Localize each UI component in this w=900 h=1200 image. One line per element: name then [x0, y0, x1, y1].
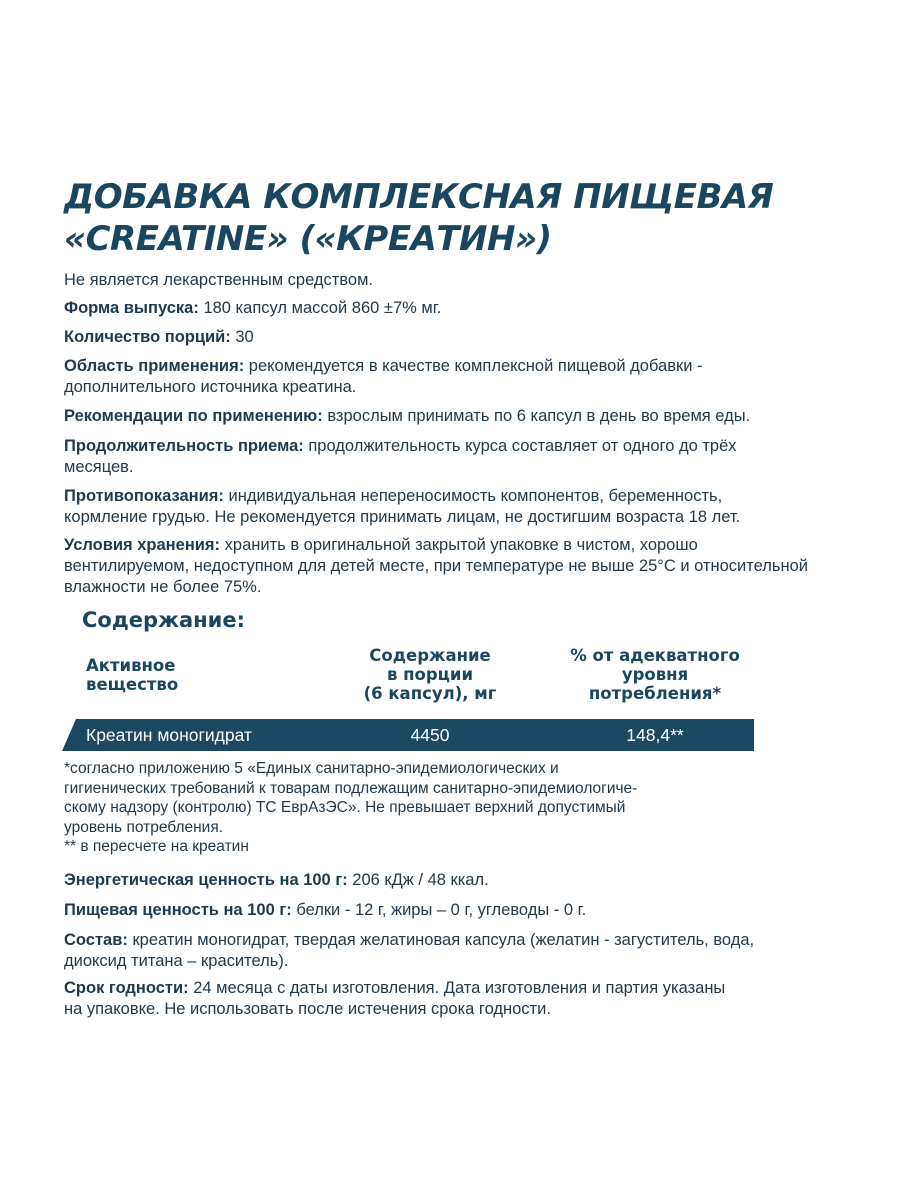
- recommendations-label: Рекомендации по применению:: [64, 407, 323, 425]
- product-title: [64, 176, 864, 260]
- usage-area-value-2: дополнительного источника креатина.: [64, 378, 357, 396]
- header-active-substance: [86, 656, 178, 694]
- not-medicine-note: Не является лекарственным средством.: [64, 271, 374, 289]
- nutritional-label: Пищевая ценность на 100 г:: [64, 901, 292, 919]
- recommendations-value: взрослым принимать по 6 капсул в день во время еды.: [322, 407, 751, 425]
- nutritional-field: [64, 900, 854, 921]
- composition-value-2: диоксид титана – краситель).: [64, 952, 289, 970]
- duration-label: Продолжительность приема:: [64, 437, 304, 455]
- row-amount: 4450: [410, 725, 450, 745]
- shelf-life-value-2: на упаковке. Не использовать после истечения срока годности.: [64, 1000, 551, 1018]
- energy-label: Энергетическая ценность на 100 г:: [64, 871, 348, 889]
- header-percent-line-2: уровня: [621, 665, 689, 684]
- content-section-title: Содержание:: [82, 608, 246, 632]
- header-percent: [570, 646, 740, 703]
- footnote-line-5: ** в пересчете на креатин: [64, 838, 249, 855]
- header-percent-line-3: потребления*: [588, 684, 722, 703]
- row-substance-name: Креатин моногидрат: [86, 725, 252, 745]
- footnote-line-3: скому надзору (контролю) ТС ЕврАзЭС». Не превышает верхний допустимый: [64, 799, 626, 816]
- shelf-life-label: Срок годности:: [64, 979, 189, 997]
- usage-area-field: [64, 356, 854, 398]
- recommendations-field: [64, 406, 854, 427]
- contraindications-value-2: кормление грудью. Не рекомендуется принимать лицам, не достигшим возраста 18 лет.: [64, 508, 741, 526]
- storage-value-1: хранить в оригинальной закрытой упаковке в чистом, хорошо: [220, 536, 698, 554]
- duration-value-2: месяцев.: [64, 458, 134, 476]
- shelf-life-value-1: 24 месяца с даты изготовления. Дата изготовления и партия указаны: [188, 979, 726, 997]
- servings-label: Количество порций:: [64, 328, 231, 346]
- header-amount-line-1: Содержание: [369, 646, 491, 665]
- form-label: Форма выпуска:: [64, 299, 199, 317]
- storage-field: [64, 535, 854, 598]
- storage-value-2: вентилируемом, недоступном для детей месте, при температуре не выше 25°С и относительной: [64, 557, 808, 575]
- header-percent-line-1: % от адекватного: [570, 646, 740, 665]
- shelf-life-field: [64, 978, 854, 1020]
- composition-value-1: креатин моногидрат, твердая желатиновая капсула (желатин - загуститель, вода,: [127, 931, 755, 949]
- form-field: [64, 298, 854, 319]
- duration-value-1: продолжительность курса составляет от одного до трёх: [303, 437, 737, 455]
- composition-field: [64, 930, 854, 972]
- nutritional-value: белки - 12 г, жиры – 0 г, углеводы - 0 г.: [291, 901, 587, 919]
- contraindications-value-1: индивидуальная непереносимость компонентов, беременность,: [223, 487, 723, 505]
- contraindications-field: [64, 486, 854, 528]
- usage-area-label: Область применения:: [64, 357, 245, 375]
- contraindications-label: Противопоказания:: [64, 487, 224, 505]
- footnote-line-1: *согласно приложению 5 «Единых санитарно-эпидемиологических и: [64, 760, 559, 777]
- header-amount-line-2: в порции: [386, 665, 474, 684]
- row-percent: 148,4**: [626, 725, 684, 745]
- header-active-line-2: вещество: [86, 675, 179, 694]
- footnote-line-2: гигиенических требований к товарам подлежащим санитарно-эпидемиологиче-: [64, 779, 638, 797]
- title-line-2: «CREATINE» («КРЕАТИН»): [64, 219, 552, 259]
- usage-area-value-1: рекомендуется в качестве комплексной пищевой добавки -: [244, 357, 703, 375]
- servings-value: 30: [230, 328, 254, 346]
- header-amount: [350, 646, 510, 703]
- storage-value-3: влажности не более 75%.: [64, 578, 262, 596]
- header-amount-line-3: (6 капсул), мг: [363, 684, 497, 703]
- composition-label: Состав:: [64, 931, 128, 949]
- footnote-line-4: уровень потребления.: [64, 818, 224, 836]
- servings-field: [64, 327, 854, 348]
- form-value: 180 капсул массой 860 ±7% мг.: [198, 299, 442, 317]
- duration-field: [64, 436, 854, 478]
- storage-label: Условия хранения:: [64, 536, 221, 554]
- header-active-line-1: Активное: [86, 656, 176, 675]
- energy-value: 206 кДж / 48 ккал.: [347, 871, 489, 889]
- title-line-1: ДОБАВКА КОМПЛЕКСНАЯ ПИЩЕВАЯ: [64, 177, 774, 217]
- table-footnotes: [64, 759, 744, 857]
- energy-field: [64, 870, 854, 891]
